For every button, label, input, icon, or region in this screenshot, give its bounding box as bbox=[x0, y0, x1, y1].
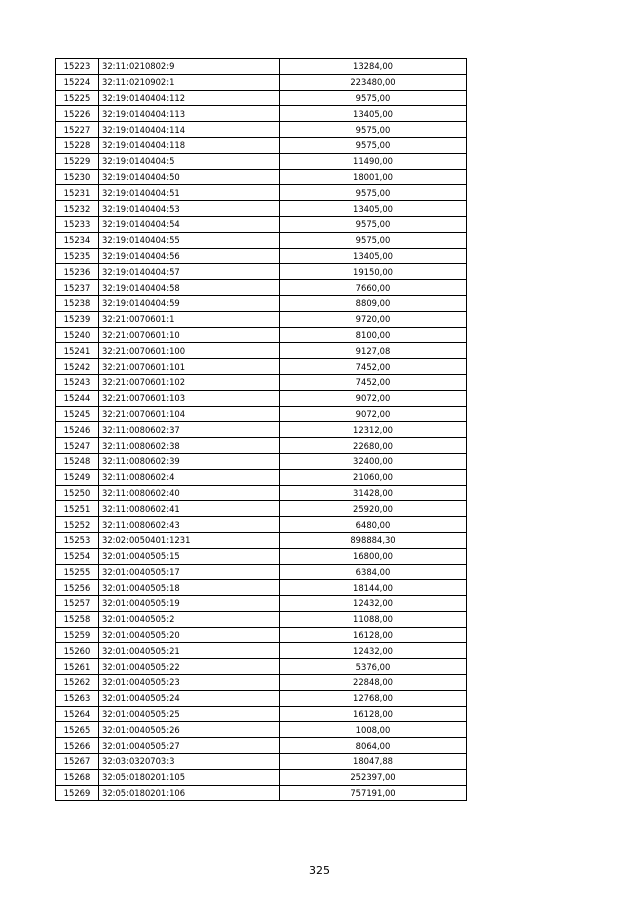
row-number-cell: 15248 bbox=[56, 453, 99, 469]
cadastral-number-cell: 32:01:0040505:19 bbox=[99, 596, 280, 612]
value-cell: 11490,00 bbox=[280, 153, 467, 169]
table-body bbox=[56, 59, 467, 801]
value-cell: 13405,00 bbox=[280, 201, 467, 217]
row-number-cell: 15239 bbox=[56, 311, 99, 327]
row-number-cell: 15237 bbox=[56, 280, 99, 296]
value-cell: 16800,00 bbox=[280, 548, 467, 564]
row-number-cell: 15264 bbox=[56, 706, 99, 722]
row-number-cell: 15269 bbox=[56, 785, 99, 801]
table-row bbox=[56, 90, 467, 106]
table-row bbox=[56, 153, 467, 169]
cadastral-number-cell: 32:19:0140404:54 bbox=[99, 216, 280, 232]
row-number-cell: 15253 bbox=[56, 532, 99, 548]
cadastral-number-cell: 32:05:0180201:106 bbox=[99, 785, 280, 801]
cadastral-number-cell: 32:01:0040505:24 bbox=[99, 690, 280, 706]
value-cell: 31428,00 bbox=[280, 485, 467, 501]
table-row bbox=[56, 690, 467, 706]
row-number-cell: 15236 bbox=[56, 264, 99, 280]
row-number-cell: 15223 bbox=[56, 59, 99, 75]
table-row bbox=[56, 59, 467, 75]
table-row bbox=[56, 769, 467, 785]
value-cell: 1008,00 bbox=[280, 722, 467, 738]
row-number-cell: 15250 bbox=[56, 485, 99, 501]
row-number-cell: 15246 bbox=[56, 422, 99, 438]
row-number-cell: 15265 bbox=[56, 722, 99, 738]
value-cell: 9575,00 bbox=[280, 232, 467, 248]
table-row bbox=[56, 596, 467, 612]
value-cell: 9720,00 bbox=[280, 311, 467, 327]
table-row bbox=[56, 295, 467, 311]
table-row bbox=[56, 564, 467, 580]
table-row bbox=[56, 501, 467, 517]
table-row bbox=[56, 216, 467, 232]
row-number-cell: 15267 bbox=[56, 754, 99, 770]
cadastral-number-cell: 32:01:0040505:18 bbox=[99, 580, 280, 596]
cadastral-number-cell: 32:01:0040505:21 bbox=[99, 643, 280, 659]
row-number-cell: 15235 bbox=[56, 248, 99, 264]
table-row bbox=[56, 469, 467, 485]
value-cell: 9575,00 bbox=[280, 185, 467, 201]
table-row bbox=[56, 280, 467, 296]
table-row bbox=[56, 169, 467, 185]
table-row bbox=[56, 311, 467, 327]
cadastral-number-cell: 32:19:0140404:53 bbox=[99, 201, 280, 217]
value-cell: 6480,00 bbox=[280, 517, 467, 533]
value-cell: 22680,00 bbox=[280, 438, 467, 454]
value-cell: 13405,00 bbox=[280, 106, 467, 122]
value-cell: 25920,00 bbox=[280, 501, 467, 517]
row-number-cell: 15229 bbox=[56, 153, 99, 169]
value-cell: 7660,00 bbox=[280, 280, 467, 296]
value-cell: 9575,00 bbox=[280, 122, 467, 138]
row-number-cell: 15255 bbox=[56, 564, 99, 580]
row-number-cell: 15226 bbox=[56, 106, 99, 122]
table-row bbox=[56, 517, 467, 533]
cadastral-number-cell: 32:01:0040505:17 bbox=[99, 564, 280, 580]
table-row bbox=[56, 359, 467, 375]
value-cell: 22848,00 bbox=[280, 675, 467, 691]
cadastral-number-cell: 32:19:0140404:57 bbox=[99, 264, 280, 280]
value-cell: 9575,00 bbox=[280, 90, 467, 106]
table-row bbox=[56, 327, 467, 343]
page-number: 325 bbox=[309, 864, 330, 877]
value-cell: 13284,00 bbox=[280, 59, 467, 75]
table-row bbox=[56, 453, 467, 469]
value-cell: 7452,00 bbox=[280, 359, 467, 375]
cadastral-number-cell: 32:03:0320703:3 bbox=[99, 754, 280, 770]
cadastral-number-cell: 32:21:0070601:103 bbox=[99, 390, 280, 406]
value-cell: 18144,00 bbox=[280, 580, 467, 596]
cadastral-number-cell: 32:02:0050401:1231 bbox=[99, 532, 280, 548]
table-row bbox=[56, 532, 467, 548]
cadastral-number-cell: 32:01:0040505:23 bbox=[99, 675, 280, 691]
row-number-cell: 15254 bbox=[56, 548, 99, 564]
row-number-cell: 15259 bbox=[56, 627, 99, 643]
cadastral-number-cell: 32:21:0070601:1 bbox=[99, 311, 280, 327]
cadastral-number-cell: 32:01:0040505:26 bbox=[99, 722, 280, 738]
row-number-cell: 15231 bbox=[56, 185, 99, 201]
table-row bbox=[56, 106, 467, 122]
row-number-cell: 15261 bbox=[56, 659, 99, 675]
value-cell: 757191,00 bbox=[280, 785, 467, 801]
row-number-cell: 15258 bbox=[56, 611, 99, 627]
table-row bbox=[56, 722, 467, 738]
row-number-cell: 15245 bbox=[56, 406, 99, 422]
cadastral-number-cell: 32:19:0140404:5 bbox=[99, 153, 280, 169]
value-cell: 19150,00 bbox=[280, 264, 467, 280]
table-row bbox=[56, 627, 467, 643]
cadastral-number-cell: 32:21:0070601:102 bbox=[99, 374, 280, 390]
row-number-cell: 15225 bbox=[56, 90, 99, 106]
value-cell: 8064,00 bbox=[280, 738, 467, 754]
row-number-cell: 15234 bbox=[56, 232, 99, 248]
row-number-cell: 15224 bbox=[56, 74, 99, 90]
cadastral-value-table bbox=[55, 58, 467, 801]
cadastral-number-cell: 32:05:0180201:105 bbox=[99, 769, 280, 785]
value-cell: 32400,00 bbox=[280, 453, 467, 469]
cadastral-number-cell: 32:19:0140404:113 bbox=[99, 106, 280, 122]
value-cell: 12432,00 bbox=[280, 643, 467, 659]
row-number-cell: 15256 bbox=[56, 580, 99, 596]
table-row bbox=[56, 264, 467, 280]
cadastral-number-cell: 32:11:0210902:1 bbox=[99, 74, 280, 90]
row-number-cell: 15241 bbox=[56, 343, 99, 359]
row-number-cell: 15232 bbox=[56, 201, 99, 217]
cadastral-number-cell: 32:01:0040505:22 bbox=[99, 659, 280, 675]
table-row bbox=[56, 485, 467, 501]
table-row bbox=[56, 248, 467, 264]
value-cell: 7452,00 bbox=[280, 374, 467, 390]
value-cell: 9127,08 bbox=[280, 343, 467, 359]
table-row bbox=[56, 754, 467, 770]
value-cell: 9072,00 bbox=[280, 406, 467, 422]
value-cell: 252397,00 bbox=[280, 769, 467, 785]
row-number-cell: 15243 bbox=[56, 374, 99, 390]
cadastral-number-cell: 32:19:0140404:50 bbox=[99, 169, 280, 185]
table-row bbox=[56, 122, 467, 138]
row-number-cell: 15233 bbox=[56, 216, 99, 232]
cadastral-number-cell: 32:21:0070601:100 bbox=[99, 343, 280, 359]
table-row bbox=[56, 422, 467, 438]
table-row bbox=[56, 137, 467, 153]
cadastral-number-cell: 32:11:0210802:9 bbox=[99, 59, 280, 75]
cadastral-number-cell: 32:11:0080602:39 bbox=[99, 453, 280, 469]
value-cell: 12312,00 bbox=[280, 422, 467, 438]
table-row bbox=[56, 185, 467, 201]
row-number-cell: 15240 bbox=[56, 327, 99, 343]
cadastral-number-cell: 32:01:0040505:25 bbox=[99, 706, 280, 722]
cadastral-number-cell: 32:11:0080602:37 bbox=[99, 422, 280, 438]
cadastral-number-cell: 32:19:0140404:114 bbox=[99, 122, 280, 138]
row-number-cell: 15244 bbox=[56, 390, 99, 406]
value-cell: 12432,00 bbox=[280, 596, 467, 612]
row-number-cell: 15266 bbox=[56, 738, 99, 754]
row-number-cell: 15268 bbox=[56, 769, 99, 785]
cadastral-number-cell: 32:11:0080602:43 bbox=[99, 517, 280, 533]
cadastral-number-cell: 32:19:0140404:58 bbox=[99, 280, 280, 296]
value-cell: 21060,00 bbox=[280, 469, 467, 485]
table-row bbox=[56, 738, 467, 754]
cadastral-number-cell: 32:11:0080602:38 bbox=[99, 438, 280, 454]
cadastral-number-cell: 32:01:0040505:2 bbox=[99, 611, 280, 627]
row-number-cell: 15257 bbox=[56, 596, 99, 612]
value-cell: 16128,00 bbox=[280, 627, 467, 643]
row-number-cell: 15252 bbox=[56, 517, 99, 533]
table-row bbox=[56, 675, 467, 691]
cadastral-number-cell: 32:11:0080602:41 bbox=[99, 501, 280, 517]
cadastral-number-cell: 32:21:0070601:101 bbox=[99, 359, 280, 375]
table-row bbox=[56, 611, 467, 627]
row-number-cell: 15228 bbox=[56, 137, 99, 153]
cadastral-number-cell: 32:19:0140404:118 bbox=[99, 137, 280, 153]
cadastral-number-cell: 32:21:0070601:104 bbox=[99, 406, 280, 422]
table-row bbox=[56, 785, 467, 801]
value-cell: 12768,00 bbox=[280, 690, 467, 706]
table-row bbox=[56, 390, 467, 406]
cadastral-number-cell: 32:01:0040505:27 bbox=[99, 738, 280, 754]
value-cell: 5376,00 bbox=[280, 659, 467, 675]
row-number-cell: 15260 bbox=[56, 643, 99, 659]
row-number-cell: 15230 bbox=[56, 169, 99, 185]
value-cell: 9575,00 bbox=[280, 137, 467, 153]
table-row bbox=[56, 201, 467, 217]
value-cell: 9575,00 bbox=[280, 216, 467, 232]
table-row bbox=[56, 374, 467, 390]
row-number-cell: 15238 bbox=[56, 295, 99, 311]
row-number-cell: 15227 bbox=[56, 122, 99, 138]
value-cell: 16128,00 bbox=[280, 706, 467, 722]
value-cell: 6384,00 bbox=[280, 564, 467, 580]
row-number-cell: 15263 bbox=[56, 690, 99, 706]
cadastral-number-cell: 32:19:0140404:55 bbox=[99, 232, 280, 248]
value-cell: 13405,00 bbox=[280, 248, 467, 264]
cadastral-number-cell: 32:19:0140404:51 bbox=[99, 185, 280, 201]
value-cell: 8100,00 bbox=[280, 327, 467, 343]
cadastral-number-cell: 32:21:0070601:10 bbox=[99, 327, 280, 343]
cadastral-number-cell: 32:19:0140404:112 bbox=[99, 90, 280, 106]
value-cell: 9072,00 bbox=[280, 390, 467, 406]
value-cell: 898884,30 bbox=[280, 532, 467, 548]
cadastral-number-cell: 32:11:0080602:4 bbox=[99, 469, 280, 485]
value-cell: 18047,88 bbox=[280, 754, 467, 770]
table-row bbox=[56, 343, 467, 359]
value-cell: 18001,00 bbox=[280, 169, 467, 185]
cadastral-number-cell: 32:01:0040505:15 bbox=[99, 548, 280, 564]
value-cell: 223480,00 bbox=[280, 74, 467, 90]
table-row bbox=[56, 548, 467, 564]
row-number-cell: 15242 bbox=[56, 359, 99, 375]
row-number-cell: 15249 bbox=[56, 469, 99, 485]
table-row bbox=[56, 74, 467, 90]
row-number-cell: 15247 bbox=[56, 438, 99, 454]
table-row bbox=[56, 659, 467, 675]
cadastral-number-cell: 32:01:0040505:20 bbox=[99, 627, 280, 643]
cadastral-number-cell: 32:19:0140404:56 bbox=[99, 248, 280, 264]
cadastral-number-cell: 32:19:0140404:59 bbox=[99, 295, 280, 311]
table-row bbox=[56, 643, 467, 659]
table-row bbox=[56, 438, 467, 454]
table-row bbox=[56, 706, 467, 722]
value-cell: 11088,00 bbox=[280, 611, 467, 627]
table-row bbox=[56, 580, 467, 596]
cadastral-number-cell: 32:11:0080602:40 bbox=[99, 485, 280, 501]
row-number-cell: 15251 bbox=[56, 501, 99, 517]
value-cell: 8809,00 bbox=[280, 295, 467, 311]
row-number-cell: 15262 bbox=[56, 675, 99, 691]
table-row bbox=[56, 232, 467, 248]
table-row bbox=[56, 406, 467, 422]
